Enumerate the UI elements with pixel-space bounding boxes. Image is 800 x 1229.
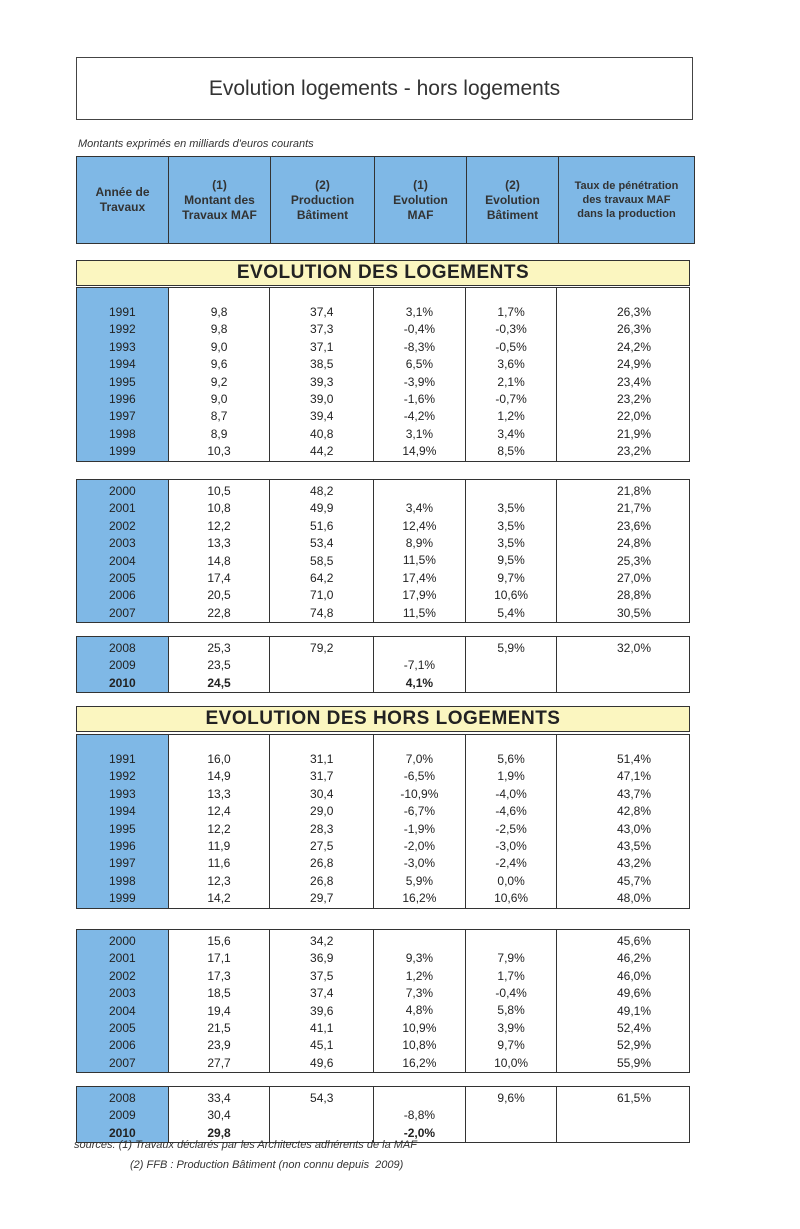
cell-evo-maf: -6,7% bbox=[403, 804, 436, 819]
column-production bbox=[270, 1087, 374, 1142]
cell-production: 58,5 bbox=[310, 553, 334, 568]
column-production bbox=[270, 288, 374, 461]
cell-evo-maf: -4,2% bbox=[403, 409, 436, 424]
cell-evo-maf bbox=[374, 483, 465, 500]
column-evo-maf bbox=[374, 735, 466, 908]
cell-evo-maf: 3,1% bbox=[405, 305, 434, 319]
cell-evo-bat: 5,9% bbox=[497, 641, 525, 655]
column-year bbox=[77, 288, 169, 461]
cell-montant: 12,4 bbox=[207, 804, 231, 819]
cell-year: 1999 bbox=[109, 444, 136, 459]
cell-production: 48,2 bbox=[310, 484, 334, 498]
cell-montant: 10,8 bbox=[207, 501, 231, 516]
cell-montant: 9,8 bbox=[210, 322, 228, 337]
cell-evo-bat bbox=[466, 1107, 557, 1124]
cell-year: 2000 bbox=[109, 934, 136, 948]
cell-production: 71,0 bbox=[310, 588, 334, 603]
cell-year: 1998 bbox=[109, 873, 136, 888]
cell-taux: 46,2% bbox=[616, 951, 651, 966]
cell-evo-maf: 5,9% bbox=[405, 873, 434, 888]
cell-evo-bat: 10,6% bbox=[494, 891, 529, 906]
column-production bbox=[270, 637, 374, 692]
cell-evo-maf: 3,1% bbox=[405, 426, 434, 441]
column-montant bbox=[169, 735, 271, 908]
header-evolution-maf: (1) Evolution MAF bbox=[375, 157, 467, 243]
data-block bbox=[76, 929, 690, 1073]
cell-montant: 9,6 bbox=[210, 357, 228, 372]
cell-montant: 11,9 bbox=[207, 838, 231, 853]
cell-year: 2006 bbox=[109, 588, 136, 603]
cell-taux: 24,8% bbox=[616, 536, 651, 551]
cell-year: 2006 bbox=[109, 1038, 136, 1053]
cell-taux: 49,6% bbox=[616, 986, 651, 1001]
cell-evo-bat: 2,1% bbox=[497, 374, 525, 389]
column-montant bbox=[169, 288, 271, 461]
column-production bbox=[270, 480, 374, 622]
cell-production: 51,6 bbox=[310, 518, 334, 533]
column-evo-maf bbox=[374, 288, 466, 461]
cell-production: 31,1 bbox=[310, 752, 334, 766]
cell-evo-bat: -4,0% bbox=[495, 786, 527, 801]
cell-montant: 18,5 bbox=[207, 986, 231, 1001]
cell-production: 39,3 bbox=[310, 374, 334, 389]
cell-taux: 45,6% bbox=[616, 934, 651, 948]
cell-production: 38,5 bbox=[310, 357, 334, 372]
data-block bbox=[76, 636, 690, 693]
cell-year: 1993 bbox=[109, 339, 136, 354]
column-montant bbox=[169, 637, 271, 692]
cell-evo-maf: 10,9% bbox=[402, 1020, 437, 1035]
cell-production: 37,5 bbox=[310, 968, 334, 983]
cell-evo-bat bbox=[466, 657, 557, 674]
cell-montant: 9,8 bbox=[210, 305, 228, 319]
cell-evo-maf: 6,5% bbox=[405, 357, 434, 372]
cell-evo-maf: 1,2% bbox=[405, 968, 434, 983]
cell-evo-maf: -8,8% bbox=[403, 1108, 436, 1123]
cell-evo-maf: 8,9% bbox=[405, 536, 434, 551]
cell-taux: 46,0% bbox=[616, 968, 651, 983]
cell-production: 39,6 bbox=[310, 1003, 334, 1018]
cell-evo-maf bbox=[374, 1090, 465, 1107]
cell-evo-bat bbox=[466, 675, 557, 692]
cell-taux: 43,2% bbox=[616, 856, 651, 871]
cell-production bbox=[270, 657, 373, 674]
cell-evo-bat: 3,6% bbox=[497, 357, 525, 372]
cell-evo-bat: 10,6% bbox=[494, 588, 529, 603]
column-montant bbox=[169, 930, 271, 1072]
cell-production: 79,2 bbox=[310, 641, 334, 655]
cell-montant: 24,5 bbox=[207, 675, 231, 690]
cell-evo-maf: 11,5% bbox=[402, 553, 436, 568]
cell-year: 2008 bbox=[109, 641, 136, 655]
cell-montant: 13,3 bbox=[207, 536, 231, 551]
cell-taux: 52,4% bbox=[616, 1020, 651, 1035]
cell-year: 1995 bbox=[109, 374, 136, 389]
cell-montant: 17,3 bbox=[207, 968, 231, 983]
cell-taux: 30,5% bbox=[616, 605, 651, 620]
cell-production: 37,3 bbox=[310, 322, 334, 337]
column-year bbox=[77, 480, 169, 622]
cell-production: 39,4 bbox=[310, 409, 334, 424]
cell-evo-maf: 11,5% bbox=[402, 605, 436, 620]
cell-evo-maf: -8,3% bbox=[403, 339, 436, 354]
cell-production: 31,7 bbox=[310, 769, 334, 784]
cell-evo-bat: 5,4% bbox=[497, 605, 525, 620]
column-year bbox=[77, 930, 169, 1072]
cell-year: 2010 bbox=[109, 675, 136, 690]
cell-evo-bat: 10,0% bbox=[494, 1055, 529, 1070]
cell-taux: 23,2% bbox=[616, 444, 651, 459]
column-evo-maf bbox=[374, 480, 466, 622]
cell-evo-maf: 17,9% bbox=[402, 588, 437, 603]
cell-evo-bat: 3,5% bbox=[497, 536, 525, 551]
cell-year: 1994 bbox=[109, 357, 136, 372]
cell-production: 37,4 bbox=[310, 986, 334, 1001]
cell-year: 2003 bbox=[109, 986, 136, 1001]
cell-year: 1998 bbox=[109, 426, 136, 441]
cell-year: 2000 bbox=[109, 484, 136, 498]
cell-montant: 29,8 bbox=[207, 1125, 231, 1140]
column-evo-bat bbox=[466, 930, 558, 1072]
cell-production: 26,8 bbox=[310, 856, 334, 871]
cell-taux: 43,5% bbox=[616, 838, 651, 853]
cell-taux: 51,4% bbox=[616, 752, 651, 766]
cell-evo-bat: 9,7% bbox=[497, 1038, 525, 1053]
cell-montant: 14,2 bbox=[207, 891, 231, 906]
column-evo-bat bbox=[466, 637, 558, 692]
cell-production bbox=[270, 675, 373, 692]
cell-production: 49,9 bbox=[310, 501, 334, 516]
cell-montant: 11,6 bbox=[207, 856, 231, 871]
cell-evo-maf: -1,9% bbox=[403, 821, 436, 836]
cell-evo-bat: -0,4% bbox=[495, 986, 527, 1001]
cell-taux: 26,3% bbox=[616, 322, 651, 337]
cell-year: 2002 bbox=[109, 518, 136, 533]
page-title: Evolution logements - hors logements bbox=[76, 57, 693, 120]
cell-evo-bat: 5,6% bbox=[497, 752, 525, 766]
cell-montant: 22,8 bbox=[207, 605, 231, 620]
cell-evo-maf: 12,4% bbox=[402, 518, 437, 533]
column-taux bbox=[557, 637, 689, 692]
cell-evo-bat: -0,7% bbox=[495, 391, 527, 406]
cell-year: 2005 bbox=[109, 1020, 136, 1035]
cell-production: 54,3 bbox=[310, 1091, 334, 1105]
cell-taux bbox=[557, 657, 689, 674]
column-taux bbox=[557, 1087, 689, 1142]
cell-evo-maf: 14,9% bbox=[402, 444, 437, 459]
cell-taux: 24,9% bbox=[616, 357, 651, 372]
cell-evo-bat: 9,6% bbox=[497, 1091, 525, 1105]
column-production bbox=[270, 930, 374, 1072]
cell-evo-maf: -0,4% bbox=[403, 322, 436, 337]
cell-year: 2009 bbox=[109, 658, 136, 673]
header-annee: Année de Travaux bbox=[77, 157, 169, 243]
cell-evo-bat: 3,5% bbox=[497, 501, 525, 516]
cell-evo-bat bbox=[466, 483, 557, 500]
section-banner: EVOLUTION DES HORS LOGEMENTS bbox=[76, 706, 690, 732]
cell-taux: 23,4% bbox=[616, 374, 651, 389]
cell-evo-bat bbox=[466, 933, 557, 950]
cell-evo-bat: 3,4% bbox=[497, 426, 525, 441]
cell-montant: 8,7 bbox=[210, 409, 228, 424]
cell-montant: 16,0 bbox=[207, 752, 231, 766]
cell-production: 49,6 bbox=[310, 1055, 334, 1070]
cell-taux: 28,8% bbox=[616, 588, 651, 603]
cell-taux: 32,0% bbox=[616, 641, 651, 655]
cell-production: 30,4 bbox=[310, 786, 334, 801]
header-production-batiment: (2) Production Bâtiment bbox=[271, 157, 375, 243]
cell-taux: 52,9% bbox=[616, 1038, 651, 1053]
cell-year: 1997 bbox=[109, 409, 136, 424]
cell-production bbox=[270, 1107, 373, 1124]
cell-taux: 48,0% bbox=[616, 891, 651, 906]
column-evo-bat bbox=[466, 480, 558, 622]
cell-evo-bat: 9,5% bbox=[497, 553, 525, 568]
cell-taux: 26,3% bbox=[616, 305, 651, 319]
cell-production: 44,2 bbox=[310, 444, 334, 459]
cell-evo-maf: -3,0% bbox=[403, 856, 436, 871]
cell-montant: 12,2 bbox=[207, 821, 231, 836]
column-taux bbox=[557, 480, 689, 622]
data-block bbox=[76, 479, 690, 623]
column-evo-maf bbox=[374, 637, 466, 692]
cell-evo-maf: -10,9% bbox=[400, 786, 439, 801]
cell-evo-maf: 16,2% bbox=[402, 891, 437, 906]
column-evo-bat bbox=[466, 735, 558, 908]
cell-taux: 24,2% bbox=[616, 339, 651, 354]
data-block bbox=[76, 1086, 690, 1143]
cell-year: 2007 bbox=[109, 1055, 136, 1070]
cell-production: 37,1 bbox=[310, 339, 334, 354]
cell-year: 2010 bbox=[109, 1125, 136, 1140]
cell-production: 53,4 bbox=[310, 536, 334, 551]
cell-taux bbox=[557, 1125, 689, 1142]
cell-evo-maf: 10,8% bbox=[402, 1038, 437, 1053]
section-banner: EVOLUTION DES LOGEMENTS bbox=[76, 260, 690, 286]
column-year bbox=[77, 1087, 169, 1142]
cell-montant: 30,4 bbox=[207, 1108, 231, 1123]
cell-montant: 15,6 bbox=[207, 934, 231, 948]
cell-taux bbox=[557, 1107, 689, 1124]
cell-taux: 21,8% bbox=[616, 484, 651, 498]
column-header-row bbox=[76, 156, 695, 244]
cell-evo-bat: -2,4% bbox=[495, 856, 527, 871]
cell-evo-maf: -2,0% bbox=[403, 838, 436, 853]
cell-montant: 9,2 bbox=[210, 374, 228, 389]
cell-evo-maf bbox=[374, 640, 465, 657]
cell-evo-maf bbox=[374, 933, 465, 950]
cell-montant: 20,5 bbox=[207, 588, 231, 603]
header-evolution-batiment: (2) Evolution Bâtiment bbox=[467, 157, 559, 243]
cell-taux: 23,2% bbox=[616, 391, 651, 406]
cell-evo-bat: 8,5% bbox=[497, 444, 525, 459]
cell-evo-maf: -3,9% bbox=[403, 374, 436, 389]
cell-montant: 10,3 bbox=[207, 444, 231, 459]
cell-evo-maf: 7,3% bbox=[405, 986, 434, 1001]
column-taux bbox=[557, 735, 689, 908]
cell-production: 27,5 bbox=[310, 838, 334, 853]
cell-taux: 43,0% bbox=[616, 821, 651, 836]
cell-production: 28,3 bbox=[310, 821, 334, 836]
cell-evo-bat: 0,0% bbox=[497, 873, 525, 888]
cell-production: 37,4 bbox=[310, 305, 334, 319]
cell-montant: 14,9 bbox=[207, 769, 231, 784]
cell-montant: 23,9 bbox=[207, 1038, 231, 1053]
header-taux-penetration: Taux de pénétration des travaux MAF dans la production bbox=[559, 157, 694, 243]
cell-montant: 25,3 bbox=[207, 641, 231, 655]
cell-year: 1996 bbox=[109, 838, 136, 853]
cell-taux: 25,3% bbox=[616, 553, 651, 568]
cell-year: 1991 bbox=[109, 752, 136, 766]
cell-year: 1992 bbox=[109, 769, 136, 784]
cell-montant: 9,0 bbox=[210, 391, 228, 406]
cell-year: 1999 bbox=[109, 891, 136, 906]
cell-year: 2004 bbox=[109, 553, 136, 568]
footer-source-1: sources: (1) Travaux déclarés par les Architectes adhérents de la MAF bbox=[74, 1139, 417, 1151]
cell-evo-maf: 7,0% bbox=[405, 752, 434, 766]
cell-evo-bat: -0,5% bbox=[495, 339, 527, 354]
cell-taux: 27,0% bbox=[616, 570, 651, 585]
column-evo-maf bbox=[374, 930, 466, 1072]
cell-evo-bat bbox=[466, 1125, 557, 1142]
cell-montant: 17,4 bbox=[207, 570, 231, 585]
cell-year: 2005 bbox=[109, 570, 136, 585]
cell-year: 2002 bbox=[109, 968, 136, 983]
cell-montant: 12,3 bbox=[207, 873, 231, 888]
cell-evo-maf: -6,5% bbox=[403, 769, 436, 784]
column-montant bbox=[169, 1087, 271, 1142]
cell-evo-bat: 5,8% bbox=[497, 1003, 525, 1018]
data-block bbox=[76, 734, 690, 909]
cell-evo-bat: 9,7% bbox=[497, 570, 525, 585]
column-evo-maf bbox=[374, 1087, 466, 1142]
cell-evo-maf: 3,4% bbox=[405, 501, 434, 516]
cell-production: 64,2 bbox=[310, 570, 334, 585]
cell-taux: 23,6% bbox=[616, 518, 651, 533]
cell-production: 41,1 bbox=[310, 1020, 334, 1035]
footer-source-2: (2) FFB : Production Bâtiment (non connu depuis 2009) bbox=[130, 1159, 404, 1171]
cell-taux: 49,1% bbox=[616, 1003, 651, 1018]
column-year bbox=[77, 637, 169, 692]
cell-year: 1995 bbox=[109, 821, 136, 836]
column-evo-bat bbox=[466, 1087, 558, 1142]
cell-evo-bat: 7,9% bbox=[497, 951, 525, 966]
cell-taux: 42,8% bbox=[616, 804, 651, 819]
cell-evo-maf: -1,6% bbox=[403, 391, 436, 406]
cell-montant: 17,1 bbox=[207, 951, 231, 966]
column-montant bbox=[169, 480, 271, 622]
cell-production: 39,0 bbox=[310, 391, 334, 406]
cell-evo-maf: 4,8% bbox=[405, 1003, 434, 1018]
cell-taux bbox=[557, 675, 689, 692]
cell-montant: 27,7 bbox=[207, 1055, 231, 1070]
cell-year: 1994 bbox=[109, 804, 136, 819]
cell-evo-bat: -3,0% bbox=[495, 838, 527, 853]
data-block bbox=[76, 287, 690, 462]
cell-montant: 10,5 bbox=[207, 484, 231, 498]
cell-production: 74,8 bbox=[310, 605, 334, 620]
cell-year: 2009 bbox=[109, 1108, 136, 1123]
cell-montant: 14,8 bbox=[207, 553, 231, 568]
cell-evo-maf: -2,0% bbox=[403, 1125, 436, 1140]
cell-taux: 47,1% bbox=[616, 769, 651, 784]
cell-taux: 43,7% bbox=[616, 786, 651, 801]
cell-production: 26,8 bbox=[310, 873, 334, 888]
cell-evo-maf: 9,3% bbox=[405, 951, 434, 966]
cell-taux: 21,7% bbox=[616, 501, 651, 516]
cell-montant: 23,5 bbox=[207, 658, 231, 673]
cell-evo-bat: -2,5% bbox=[495, 821, 527, 836]
cell-evo-bat: -0,3% bbox=[495, 322, 527, 337]
cell-montant: 13,3 bbox=[207, 786, 231, 801]
cell-taux: 55,9% bbox=[616, 1055, 651, 1070]
cell-production: 29,0 bbox=[310, 804, 334, 819]
cell-evo-bat: -4,6% bbox=[495, 804, 527, 819]
cell-evo-bat: 3,5% bbox=[497, 518, 525, 533]
cell-evo-maf: 17,4% bbox=[402, 570, 437, 585]
cell-evo-maf: -7,1% bbox=[403, 658, 436, 673]
units-note: Montants exprimés en milliards d'euros courants bbox=[78, 138, 314, 150]
cell-year: 2001 bbox=[109, 501, 136, 516]
cell-production: 40,8 bbox=[310, 426, 334, 441]
cell-taux: 45,7% bbox=[616, 873, 651, 888]
cell-evo-maf: 16,2% bbox=[402, 1055, 437, 1070]
cell-montant: 21,5 bbox=[207, 1020, 231, 1035]
cell-year: 1996 bbox=[109, 391, 136, 406]
cell-evo-bat: 1,7% bbox=[497, 305, 525, 319]
cell-year: 2008 bbox=[109, 1091, 136, 1105]
cell-year: 2003 bbox=[109, 536, 136, 551]
cell-evo-bat: 3,9% bbox=[497, 1020, 525, 1035]
header-montant-maf: (1) Montant des Travaux MAF bbox=[169, 157, 271, 243]
cell-year: 2007 bbox=[109, 605, 136, 620]
cell-production: 36,9 bbox=[310, 951, 334, 966]
cell-year: 1992 bbox=[109, 322, 136, 337]
column-evo-bat bbox=[466, 288, 558, 461]
cell-year: 1991 bbox=[109, 305, 136, 319]
cell-evo-maf: 4,1% bbox=[405, 675, 434, 690]
column-year bbox=[77, 735, 169, 908]
cell-taux: 61,5% bbox=[616, 1091, 651, 1105]
cell-montant: 9,0 bbox=[210, 339, 228, 354]
cell-year: 1993 bbox=[109, 786, 136, 801]
cell-taux: 21,9% bbox=[616, 426, 651, 441]
cell-taux: 22,0% bbox=[616, 409, 651, 424]
cell-production: 34,2 bbox=[310, 934, 334, 948]
cell-production: 45,1 bbox=[310, 1038, 334, 1053]
cell-year: 2004 bbox=[109, 1003, 136, 1018]
cell-montant: 12,2 bbox=[207, 518, 231, 533]
column-taux bbox=[557, 930, 689, 1072]
cell-year: 2001 bbox=[109, 951, 136, 966]
cell-evo-bat: 1,2% bbox=[497, 409, 525, 424]
column-production bbox=[270, 735, 374, 908]
cell-montant: 8,9 bbox=[210, 426, 228, 441]
cell-evo-bat: 1,7% bbox=[497, 968, 525, 983]
cell-montant: 19,4 bbox=[207, 1003, 231, 1018]
cell-montant: 33,4 bbox=[207, 1091, 231, 1105]
cell-production: 29,7 bbox=[310, 891, 334, 906]
cell-year: 1997 bbox=[109, 856, 136, 871]
cell-evo-bat: 1,9% bbox=[497, 769, 525, 784]
column-taux bbox=[557, 288, 689, 461]
